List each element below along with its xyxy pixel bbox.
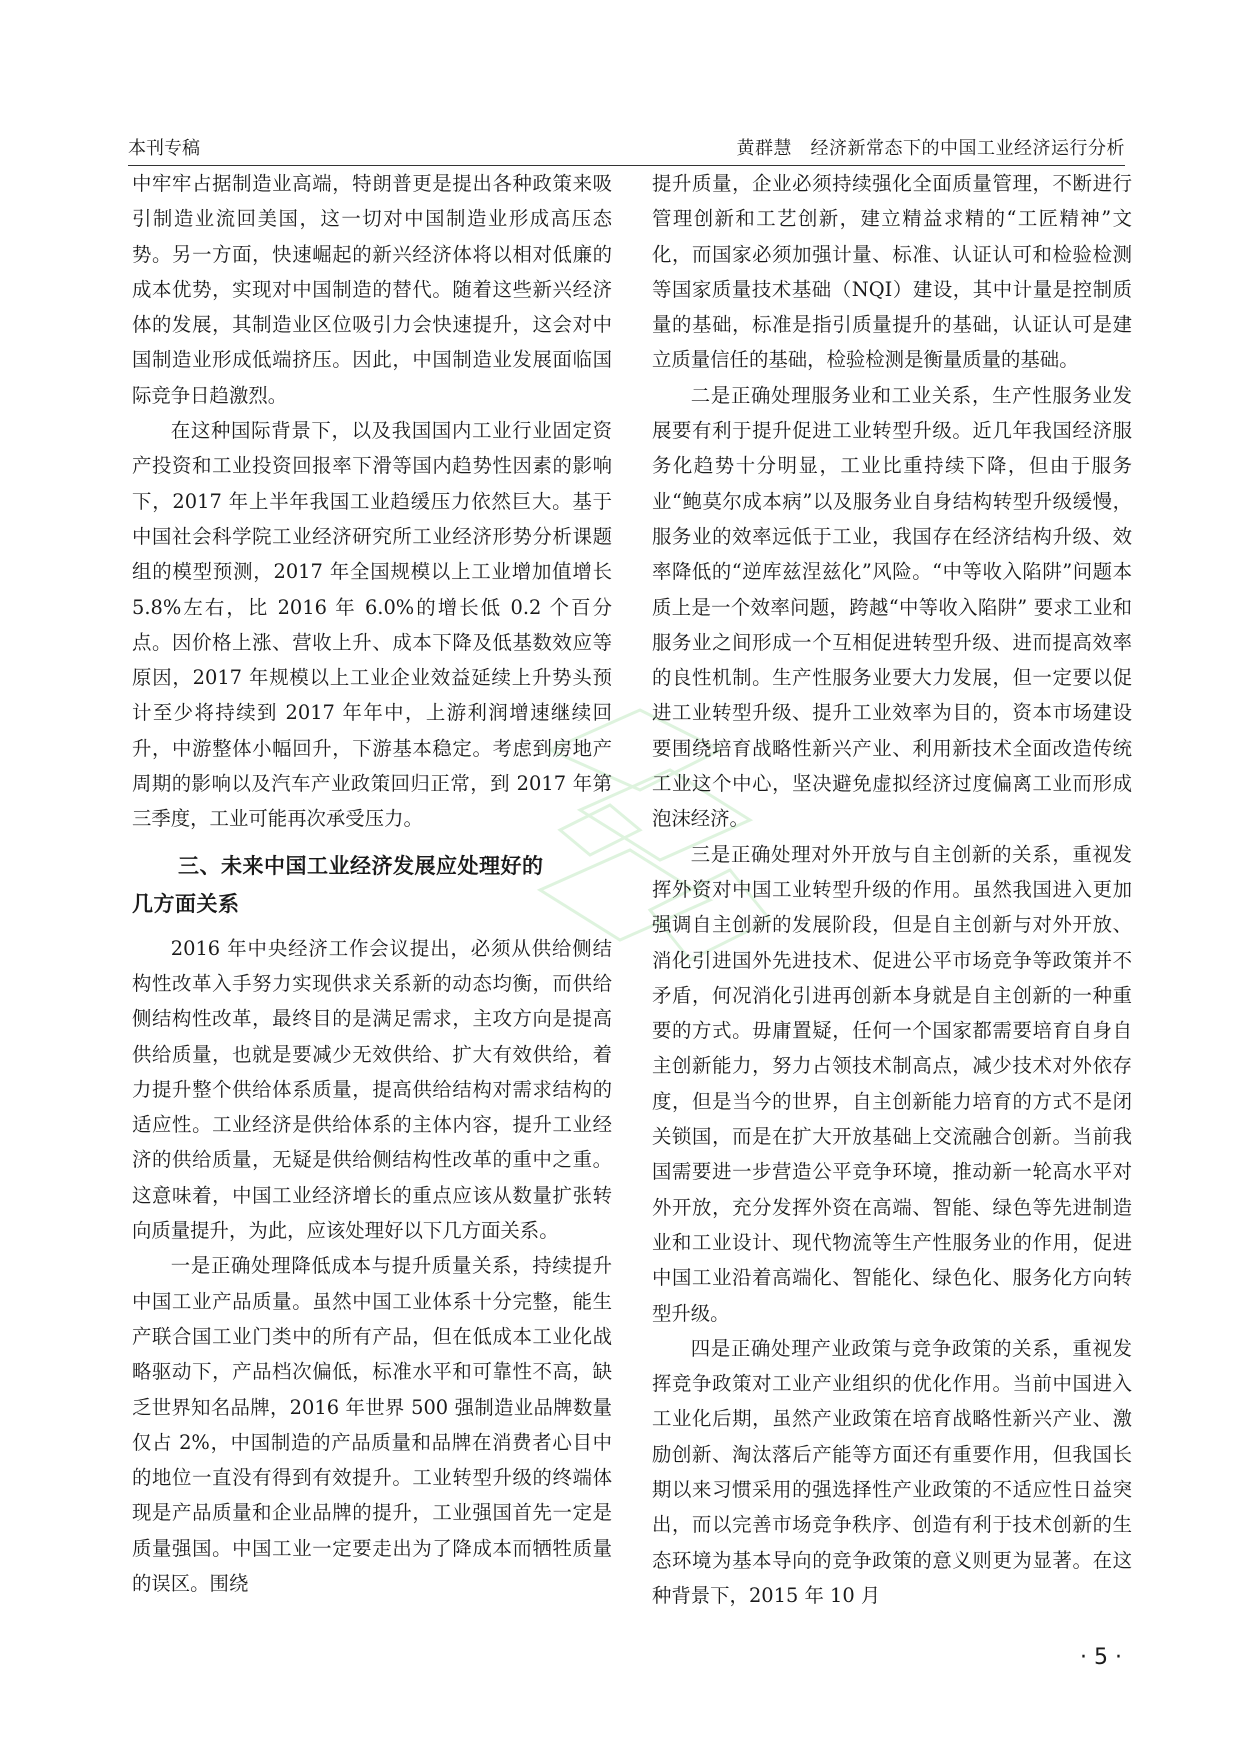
paragraph: 四是正确处理产业政策与竞争政策的关系，重视发挥竞争政策对工业产业组织的优化作用。当前中国进入工业化后期，虽然产业政策在培育战略性新兴产业、激励创新、淘汰落后产能等方面还有重要作用，但我国长期以来习惯采用的强选择性产业政策的不适应性日益突出，而以完善市场竞争秩序、创造有利于技术创新的生态环境为基本导向的竞争政策的意义则更为显著。在这种背景下，2015 年 10 月 (652, 1336, 1132, 1607)
paragraph: 二是正确处理服务业和工业关系，生产性服务业发展要有利于提升促进工业转型升级。近几年我国经济服务化趋势十分明显，工业比重持续下降，但由于服务业“鲍莫尔成本病”以及服务业自身结构转型升级缓慢，服务业的效率远低于工业，我国存在经济结构升级、效率降低的“逆库兹涅兹化”风险。“中等收入陷阱”问题本质上是一个效率问题，跨越“中等收入陷阱” 要求工业和服务业之间形成一个互相促进转型升级、进而提高效率的良性机制。生产性服务业要大力发展，但一定要以促进工业转型升级、提升工业效率为目的，资本市场建设要围绕培育战略性新兴产业、利用新技术全面改造传统工业这个中心，坚决避免虚拟经济过度偏离工业而形成泡沫经济。 (652, 383, 1132, 831)
section-heading-line: 几方面关系 (132, 891, 240, 916)
paragraph: 中牢牢占据制造业高端，特朗普更是提出各种政策来吸引制造业流回美国，这一切对中国制造业形成高压态势。另一方面，快速崛起的新兴经济体将以相对低廉的成本优势，实现对中国制造的替代。随着这些新兴经济体的发展，其制造业区位吸引力会快速提升，这会对中国制造业形成低端挤压。因此，中国制造业发展面临国际竞争日趋激烈。 (132, 172, 612, 407)
running-header (128, 134, 1125, 164)
paragraph: 三是正确处理对外开放与自主创新的关系，重视发挥外资对中国工业转型升级的作用。虽然我国进入更加强调自主创新的发展阶段，但是自主创新与对外开放、消化引进国外先进技术、促进公平市场竞争等政策并不矛盾，何况消化引进再创新本身就是自主创新的一种重要的方式。毋庸置疑，任何一个国家都需要培育自身自主创新能力，努力占领技术制高点，减少技术对外依存度，但是当今的世界，自主创新能力培育的方式不是闭关锁国，而是在扩大开放基础上交流融合创新。当前我国需要进一步营造公平竞争环境，推动新一轮高水平对外开放，充分发挥外资在高端、智能、绿色等先进制造业和工业设计、现代物流等生产性服务业的作用，促进中国工业沿着高端化、智能化、绿色化、服务化方向转型升级。 (652, 842, 1132, 1325)
paragraph: 在这种国际背景下，以及我国国内工业行业固定资产投资和工业投资回报率下滑等国内趋势性因素的影响下，2017 年上半年我国工业趋缓压力依然巨大。基于中国社会科学院工业经济研究所工业经济形势分析课题组的模型预测，2017 年全国规模以上工业增加值增长 5.8%左右，比 2016 年 6.0%的增长低 0.2 个百分点。因价格上涨、营收上升、成本下降及低基数效应等原因，2017 年规模以上工业企业效益延续上升势头预计至少将持续到 2017 年年中，上游利润增速继续回升，中游整体小幅回升，下游基本稳定。考虑到房地产周期的影响以及汽车产业政策回归正常，到 2017 年第三季度，工业可能再次承受压力。 (132, 419, 612, 831)
right-column (652, 166, 1132, 1613)
left-column (132, 166, 612, 1601)
page-number: · 5 · (1080, 1645, 1122, 1670)
paragraph: 一是正确处理降低成本与提升质量关系，持续提升中国工业产品质量。虽然中国工业体系十分完整，能生产联合国工业门类中的所有产品，但在低成本工业化战略驱动下，产品档次偏低，标准水平和可靠性不高，缺乏世界知名品牌，2016 年世界 500 强制造业品牌数量仅占 2%，中国制造的产品质量和品牌在消费者心目中的地位一直没有得到有效提升。工业转型升级的终端体现是产品质量和企业品牌的提升，工业强国首先一定是质量强国。中国工业一定要走出为了降成本而牺牲质量的误区。围绕 (132, 1254, 612, 1595)
section-heading-line: 三、未来中国工业经济发展应处理好的 (178, 853, 544, 878)
paragraph: 2016 年中央经济工作会议提出，必须从供给侧结构性改革入手努力实现供求关系新的动态均衡，而供给侧结构性改革，最终目的是满足需求，主攻方向是提高供给质量，也就是要减少无效供给、扩大有效供给，着力提升整个供给体系质量，提高供给结构对需求结构的适应性。工业经济是供给体系的主体内容，提升工业经济的供给质量，无疑是供给侧结构性改革的重中之重。这意味着，中国工业经济增长的重点应该从数量扩张转向质量提升，为此，应该处理好以下几方面关系。 (132, 936, 612, 1243)
article-author-title: 黄群慧 经济新常态下的中国工业经济运行分析 (736, 138, 1125, 159)
section-heading (132, 847, 612, 923)
paragraph: 提升质量，企业必须持续强化全面质量管理，不断进行管理创新和工艺创新，建立精益求精的“工匠精神”文化，而国家必须加强计量、标准、认证认可和检验检测等国家质量技术基础（NQI）建设，其中计量是控制质量的基础，标准是指引质量提升的基础，认证认可是建立质量信任的基础，检验检测是衡量质量的基础。 (652, 172, 1132, 372)
journal-section-label: 本刊专稿 (128, 138, 200, 159)
